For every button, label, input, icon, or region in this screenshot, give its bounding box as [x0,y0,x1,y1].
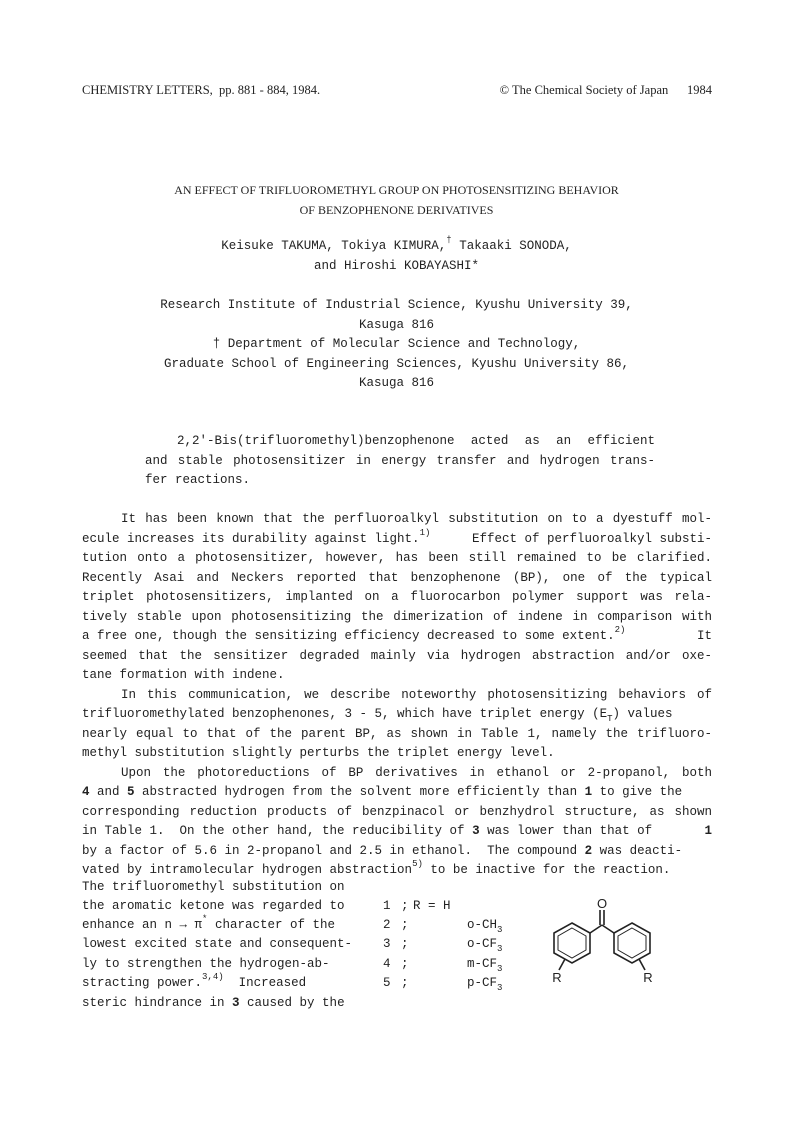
compound-entry: 2 ; $o-CH_3$ [383,918,503,935]
affiliation-line: † Department of Molecular Science and Technology, [212,337,581,351]
benzophenone-structure [545,898,670,988]
body-line: Upon the photoreductions of BP derivatives in ethanol or 2-propanol, both [121,766,712,780]
body-line: corresponding reduction products of benzpinacol or benzhydrol structure, as shown [82,805,712,819]
abstract-line: fer reactions. [145,473,251,487]
r-substituent-label: R [643,970,653,985]
running-header [82,83,712,101]
body-line: tively stable upon photosensitizing the dimerization of indene in comparison with [82,610,712,624]
carbonyl-oxygen-label: O [596,898,608,911]
abstract-line: and stable photosensitizer in energy transfer and hydrogen trans- [145,454,655,468]
body-line: methyl substitution slightly perturbs the triplet energy level. [82,746,555,760]
body-line: ly to strengthen the hydrogen-ab- [82,957,330,971]
compound-entry: 3 ; $o-CF_3$ [383,937,503,954]
authors-line1: Keisuke TAKUMA, Tokiya KIMURA,† Takaaki SONODA, [221,235,572,253]
body-line: In this communication, we describe noteworthy photosensitizing behaviors of [121,688,712,702]
compound-entry: 5 ; $p-CF_3$ [383,976,503,993]
body-line: nearly equal to that of the parent BP, as shown in Table 1, namely the trifluoro- [82,727,712,741]
copyright-notice: © The Chemical Society of Japan 1984 [499,83,712,97]
abstract-line: 2,2'-Bis(trifluoromethyl)benzophenone acted as an efficient [177,434,655,448]
right-benzene-ring [614,923,650,963]
paper-title-line2: OF BENZOPHENONE DERIVATIVES [299,203,494,217]
body-line: seemed that the sensitizer degraded mainly via hydrogen abstraction and/or oxe- [82,649,712,663]
r-substituent-label: R [552,970,562,985]
body-line: tution onto a photosensitizer, however, has been still remained to be clarified. [82,551,712,565]
body-line: triplet photosensitizers, implanted on a fluorocarbon polymer support was rela- [82,590,712,604]
body-line: a free one, though the sensitizing efficiency decreased to some extent.$^{2)}$ It [82,625,712,643]
body-line: the aromatic ketone was regarded to [82,899,345,913]
compound-entry: 1 ; R = H [383,899,451,913]
body-line: It has been known that the perfluoroalkyl substitution on to a dyestuff mol- [121,512,712,526]
left-benzene-ring [554,923,590,963]
body-line: 4 and 5 abstracted hydrogen from the solvent more efficiently than 1 to give the [82,785,683,799]
compound-entry: 4 ; $m-CF_3$ [383,957,503,974]
affiliation-line: Research Institute of Industrial Science, Kyushu University 39, [160,298,633,312]
journal-citation: CHEMISTRY LETTERS, pp. 881 - 884, 1984. [82,83,321,97]
body-line: The trifluoromethyl substitution on [82,880,345,894]
body-line: by a factor of 5.6 in 2-propanol and 2.5 in ethanol. The compound 2 was deacti- [82,844,683,858]
body-line: lowest excited state and consequent- [82,937,353,951]
body-line: trifluoromethylated benzophenones, 3 - 5, which have triplet energy $(E_T)$ values [82,707,673,724]
body-line: in Table 1. On the other hand, the reducibility of 3 was lower than that of 1 [82,824,712,838]
affiliation-line: Kasuga 816 [358,318,434,332]
body-line: ecule increases its durability against light.$^{1)}$ Effect of perfluoroalkyl substi- [82,528,712,546]
paper-title-line1: AN EFFECT OF TRIFLUOROMETHYL GROUP ON PHOTOSENSITIZING BEHAVIOR [174,183,619,197]
body-line: steric hindrance in 3 caused by the [82,996,345,1010]
body-line: vated by intramolecular hydrogen abstraction$^{5)}$ to be inactive for the reaction. [82,859,671,877]
affiliation-line: Graduate School of Engineering Sciences, Kyushu University 86, [163,357,630,371]
body-line: tane formation with indene. [82,668,285,682]
body-line: enhance an n → π* character of the [82,914,335,932]
body-line: Recently Asai and Neckers reported that benzophenone (BP), one of the typical [82,571,712,585]
affiliation-line: Kasuga 816 [358,376,434,390]
body-line: stracting power.$^{3,4)}$ Increased [82,972,307,990]
authors-line2: and Hiroshi KOBAYASHI* [313,259,480,273]
